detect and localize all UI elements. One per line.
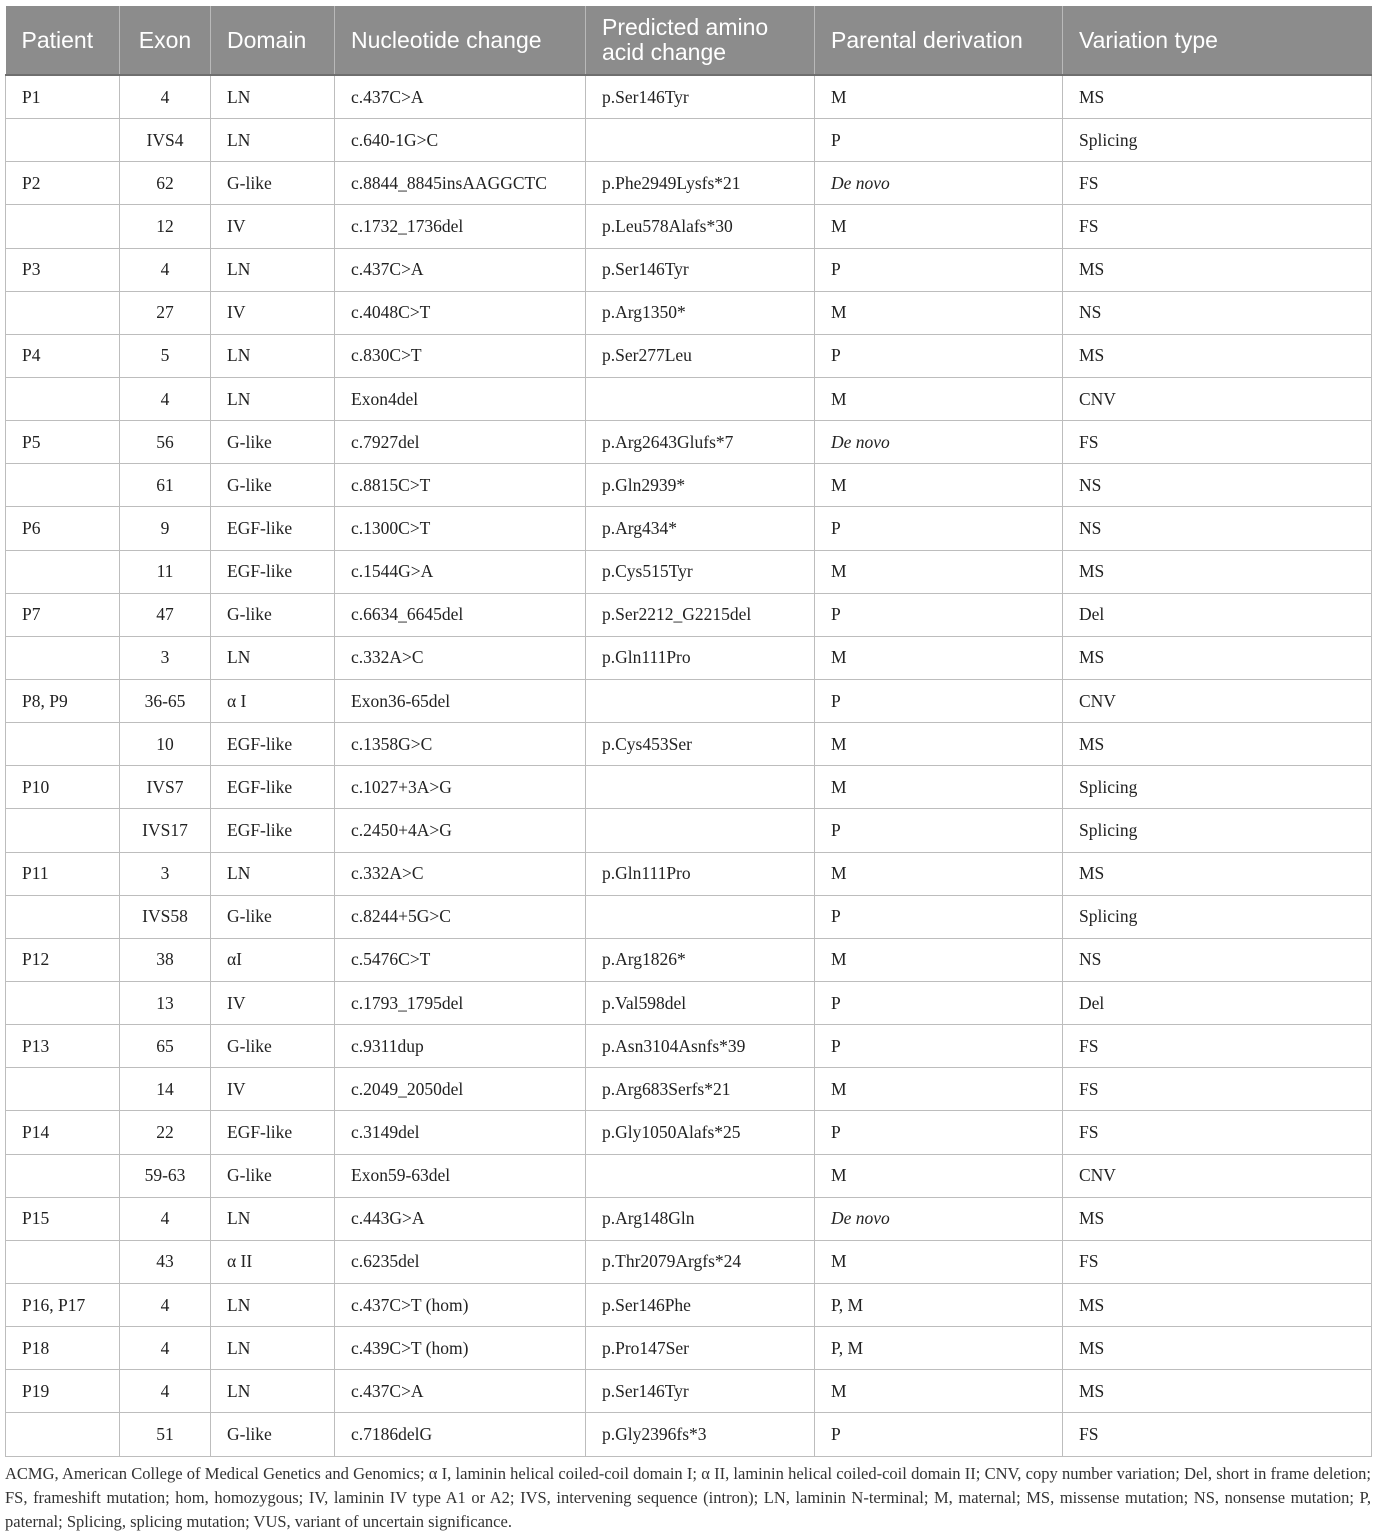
table-row xyxy=(6,1370,1372,1413)
table-row xyxy=(6,507,1372,550)
cell-patient: P11 xyxy=(6,852,120,895)
cell-parental-derivation: M xyxy=(815,377,1063,420)
cell-domain: LN xyxy=(211,377,335,420)
cell-nucleotide-change: c.332A>C xyxy=(335,852,586,895)
variants-table-container xyxy=(5,6,1371,1457)
cell-domain: α I xyxy=(211,679,335,722)
cell-amino-acid-change: p.Arg2643Glufs*7 xyxy=(586,421,815,464)
cell-patient xyxy=(6,550,120,593)
header-variation-type: Variation type xyxy=(1063,6,1372,75)
cell-variation-type: FS xyxy=(1063,1240,1372,1283)
cell-patient xyxy=(6,464,120,507)
cell-amino-acid-change: p.Ser277Leu xyxy=(586,334,815,377)
table-row xyxy=(6,895,1372,938)
table-row xyxy=(6,119,1372,162)
cell-patient xyxy=(6,895,120,938)
cell-exon: 3 xyxy=(120,636,211,679)
cell-parental-derivation: P xyxy=(815,248,1063,291)
cell-patient xyxy=(6,291,120,334)
cell-patient xyxy=(6,1068,120,1111)
table-row xyxy=(6,1197,1372,1240)
cell-amino-acid-change xyxy=(586,809,815,852)
cell-patient: P3 xyxy=(6,248,120,291)
header-patient: Patient xyxy=(6,6,120,75)
cell-domain: LN xyxy=(211,1283,335,1326)
cell-domain: LN xyxy=(211,1370,335,1413)
cell-exon: 10 xyxy=(120,723,211,766)
cell-exon: 22 xyxy=(120,1111,211,1154)
cell-parental-derivation: P xyxy=(815,679,1063,722)
cell-patient xyxy=(6,119,120,162)
cell-amino-acid-change: p.Cys515Tyr xyxy=(586,550,815,593)
cell-exon: 59-63 xyxy=(120,1154,211,1197)
cell-parental-derivation: M xyxy=(815,75,1063,119)
cell-amino-acid-change: p.Phe2949Lysfs*21 xyxy=(586,162,815,205)
cell-nucleotide-change: c.8815C>T xyxy=(335,464,586,507)
cell-amino-acid-change: p.Ser146Tyr xyxy=(586,1370,815,1413)
cell-variation-type: MS xyxy=(1063,723,1372,766)
cell-variation-type: Del xyxy=(1063,593,1372,636)
cell-domain: EGF-like xyxy=(211,766,335,809)
cell-amino-acid-change: p.Pro147Ser xyxy=(586,1327,815,1370)
cell-variation-type: Splicing xyxy=(1063,895,1372,938)
cell-domain: IV xyxy=(211,981,335,1024)
cell-variation-type: NS xyxy=(1063,507,1372,550)
table-row xyxy=(6,1111,1372,1154)
cell-nucleotide-change: c.5476C>T xyxy=(335,938,586,981)
cell-domain: LN xyxy=(211,1197,335,1240)
cell-patient xyxy=(6,1154,120,1197)
cell-amino-acid-change: p.Ser146Tyr xyxy=(586,75,815,119)
cell-amino-acid-change xyxy=(586,895,815,938)
cell-amino-acid-change: p.Thr2079Argfs*24 xyxy=(586,1240,815,1283)
cell-exon: 38 xyxy=(120,938,211,981)
cell-patient: P12 xyxy=(6,938,120,981)
cell-exon: 9 xyxy=(120,507,211,550)
cell-amino-acid-change: p.Ser146Phe xyxy=(586,1283,815,1326)
cell-patient xyxy=(6,809,120,852)
table-row xyxy=(6,550,1372,593)
table-row xyxy=(6,766,1372,809)
cell-parental-derivation: M xyxy=(815,1370,1063,1413)
cell-patient: P8, P9 xyxy=(6,679,120,722)
cell-domain: G-like xyxy=(211,1154,335,1197)
table-row xyxy=(6,421,1372,464)
cell-nucleotide-change: c.8244+5G>C xyxy=(335,895,586,938)
cell-variation-type: FS xyxy=(1063,1025,1372,1068)
cell-patient xyxy=(6,205,120,248)
cell-exon: 14 xyxy=(120,1068,211,1111)
cell-exon: 47 xyxy=(120,593,211,636)
cell-patient xyxy=(6,723,120,766)
cell-amino-acid-change: p.Ser2212_G2215del xyxy=(586,593,815,636)
cell-domain: α II xyxy=(211,1240,335,1283)
cell-patient: P7 xyxy=(6,593,120,636)
cell-exon: 4 xyxy=(120,248,211,291)
table-row xyxy=(6,1068,1372,1111)
table-row xyxy=(6,205,1372,248)
cell-exon: 3 xyxy=(120,852,211,895)
cell-variation-type: NS xyxy=(1063,464,1372,507)
cell-patient: P4 xyxy=(6,334,120,377)
cell-nucleotide-change: c.1732_1736del xyxy=(335,205,586,248)
cell-amino-acid-change: p.Arg434* xyxy=(586,507,815,550)
cell-amino-acid-change: p.Gly1050Alafs*25 xyxy=(586,1111,815,1154)
table-footnote: ACMG, American College of Medical Genetics and Genomics; α I, laminin helical coiled-coil domain I; α II, laminin helical coiled-coil domain II; CNV, copy number variation; Del, short in frame deletion; FS, frameshift mutation; hom, homozygous; IV, laminin IV type A1 or A2; IVS, intervening sequence (intron); LN, laminin N-terminal; M, maternal; MS, missense mutation; NS, nonsense mutation; P, paternal; Splicing, splicing mutation; VUS, variant of uncertain significance. xyxy=(5,1464,1371,1531)
cell-parental-derivation: P xyxy=(815,1413,1063,1456)
cell-amino-acid-change xyxy=(586,377,815,420)
cell-amino-acid-change: p.Cys453Ser xyxy=(586,723,815,766)
cell-patient: P13 xyxy=(6,1025,120,1068)
cell-patient: P6 xyxy=(6,507,120,550)
cell-exon: IVS7 xyxy=(120,766,211,809)
cell-variation-type: MS xyxy=(1063,550,1372,593)
cell-parental-derivation: P xyxy=(815,507,1063,550)
cell-amino-acid-change: p.Arg683Serfs*21 xyxy=(586,1068,815,1111)
cell-exon: 61 xyxy=(120,464,211,507)
cell-nucleotide-change: c.640-1G>C xyxy=(335,119,586,162)
cell-parental-derivation: M xyxy=(815,766,1063,809)
cell-nucleotide-change: c.9311dup xyxy=(335,1025,586,1068)
cell-exon: 56 xyxy=(120,421,211,464)
cell-variation-type: MS xyxy=(1063,334,1372,377)
cell-variation-type: FS xyxy=(1063,205,1372,248)
cell-nucleotide-change: c.6634_6645del xyxy=(335,593,586,636)
cell-parental-derivation: M xyxy=(815,464,1063,507)
header-parental-derivation: Parental derivation xyxy=(815,6,1063,75)
cell-parental-derivation: P xyxy=(815,334,1063,377)
cell-patient xyxy=(6,981,120,1024)
cell-domain: LN xyxy=(211,1327,335,1370)
cell-parental-derivation: P xyxy=(815,1111,1063,1154)
cell-domain: G-like xyxy=(211,593,335,636)
header-exon: Exon xyxy=(120,6,211,75)
cell-exon: IVS58 xyxy=(120,895,211,938)
cell-parental-derivation: P, M xyxy=(815,1283,1063,1326)
cell-patient: P2 xyxy=(6,162,120,205)
cell-amino-acid-change: p.Ser146Tyr xyxy=(586,248,815,291)
cell-patient: P16, P17 xyxy=(6,1283,120,1326)
cell-parental-derivation: M xyxy=(815,1240,1063,1283)
table-header-row xyxy=(6,6,1372,75)
cell-parental-derivation: De novo xyxy=(815,1197,1063,1240)
cell-nucleotide-change: c.1300C>T xyxy=(335,507,586,550)
cell-patient: P18 xyxy=(6,1327,120,1370)
cell-variation-type: MS xyxy=(1063,1327,1372,1370)
cell-parental-derivation: M xyxy=(815,550,1063,593)
cell-domain: G-like xyxy=(211,1025,335,1068)
cell-nucleotide-change: c.2049_2050del xyxy=(335,1068,586,1111)
cell-patient: P19 xyxy=(6,1370,120,1413)
cell-parental-derivation: M xyxy=(815,1154,1063,1197)
cell-patient: P5 xyxy=(6,421,120,464)
cell-parental-derivation: P xyxy=(815,981,1063,1024)
table-row xyxy=(6,1240,1372,1283)
table-row xyxy=(6,291,1372,334)
cell-patient xyxy=(6,1413,120,1456)
cell-variation-type: MS xyxy=(1063,75,1372,119)
cell-exon: 11 xyxy=(120,550,211,593)
cell-domain: IV xyxy=(211,205,335,248)
table-row xyxy=(6,723,1372,766)
cell-exon: 13 xyxy=(120,981,211,1024)
cell-variation-type: FS xyxy=(1063,421,1372,464)
cell-nucleotide-change: c.439C>T (hom) xyxy=(335,1327,586,1370)
cell-domain: LN xyxy=(211,248,335,291)
cell-parental-derivation: M xyxy=(815,636,1063,679)
cell-variation-type: MS xyxy=(1063,1283,1372,1326)
cell-domain: IV xyxy=(211,291,335,334)
cell-variation-type: NS xyxy=(1063,291,1372,334)
cell-domain: G-like xyxy=(211,895,335,938)
cell-exon: 51 xyxy=(120,1413,211,1456)
table-row xyxy=(6,1413,1372,1456)
table-row xyxy=(6,809,1372,852)
cell-exon: 62 xyxy=(120,162,211,205)
cell-amino-acid-change xyxy=(586,679,815,722)
cell-nucleotide-change: c.1027+3A>G xyxy=(335,766,586,809)
table-row xyxy=(6,1283,1372,1326)
cell-domain: EGF-like xyxy=(211,723,335,766)
cell-variation-type: FS xyxy=(1063,1068,1372,1111)
table-row xyxy=(6,248,1372,291)
cell-variation-type: CNV xyxy=(1063,1154,1372,1197)
cell-parental-derivation: M xyxy=(815,1068,1063,1111)
cell-exon: 12 xyxy=(120,205,211,248)
cell-nucleotide-change: Exon59-63del xyxy=(335,1154,586,1197)
cell-exon: 65 xyxy=(120,1025,211,1068)
cell-variation-type: FS xyxy=(1063,1111,1372,1154)
cell-variation-type: CNV xyxy=(1063,679,1372,722)
cell-nucleotide-change: c.437C>A xyxy=(335,75,586,119)
cell-nucleotide-change: c.443G>A xyxy=(335,1197,586,1240)
cell-amino-acid-change: p.Gln2939* xyxy=(586,464,815,507)
cell-exon: IVS17 xyxy=(120,809,211,852)
table-row xyxy=(6,377,1372,420)
cell-amino-acid-change: p.Gln111Pro xyxy=(586,636,815,679)
header-domain: Domain xyxy=(211,6,335,75)
cell-exon: 4 xyxy=(120,1327,211,1370)
cell-domain: LN xyxy=(211,334,335,377)
cell-exon: 43 xyxy=(120,1240,211,1283)
cell-domain: G-like xyxy=(211,421,335,464)
table-row xyxy=(6,679,1372,722)
cell-variation-type: CNV xyxy=(1063,377,1372,420)
cell-domain: LN xyxy=(211,119,335,162)
cell-nucleotide-change: c.2450+4A>G xyxy=(335,809,586,852)
table-row xyxy=(6,593,1372,636)
cell-domain: EGF-like xyxy=(211,1111,335,1154)
table-body xyxy=(6,75,1372,1456)
cell-parental-derivation: De novo xyxy=(815,162,1063,205)
table-row xyxy=(6,852,1372,895)
cell-variation-type: Splicing xyxy=(1063,809,1372,852)
cell-amino-acid-change: p.Asn3104Asnfs*39 xyxy=(586,1025,815,1068)
cell-parental-derivation: M xyxy=(815,205,1063,248)
table-row xyxy=(6,1025,1372,1068)
cell-variation-type: Del xyxy=(1063,981,1372,1024)
cell-exon: 4 xyxy=(120,1197,211,1240)
cell-parental-derivation: P xyxy=(815,593,1063,636)
cell-exon: 36-65 xyxy=(120,679,211,722)
cell-amino-acid-change: p.Leu578Alafs*30 xyxy=(586,205,815,248)
cell-parental-derivation: P xyxy=(815,1025,1063,1068)
cell-variation-type: FS xyxy=(1063,162,1372,205)
cell-nucleotide-change: c.7927del xyxy=(335,421,586,464)
cell-exon: IVS4 xyxy=(120,119,211,162)
cell-domain: IV xyxy=(211,1068,335,1111)
cell-patient: P15 xyxy=(6,1197,120,1240)
table-row xyxy=(6,1154,1372,1197)
cell-nucleotide-change: c.437C>T (hom) xyxy=(335,1283,586,1326)
cell-parental-derivation: M xyxy=(815,291,1063,334)
cell-domain: G-like xyxy=(211,1413,335,1456)
cell-domain: G-like xyxy=(211,162,335,205)
cell-domain: LN xyxy=(211,75,335,119)
cell-domain: EGF-like xyxy=(211,550,335,593)
cell-patient: P14 xyxy=(6,1111,120,1154)
cell-parental-derivation: M xyxy=(815,723,1063,766)
cell-variation-type: MS xyxy=(1063,636,1372,679)
cell-domain: αI xyxy=(211,938,335,981)
cell-amino-acid-change xyxy=(586,1154,815,1197)
cell-parental-derivation: De novo xyxy=(815,421,1063,464)
cell-patient: P10 xyxy=(6,766,120,809)
cell-variation-type: Splicing xyxy=(1063,766,1372,809)
cell-nucleotide-change: c.437C>A xyxy=(335,1370,586,1413)
cell-nucleotide-change: c.437C>A xyxy=(335,248,586,291)
cell-nucleotide-change: c.332A>C xyxy=(335,636,586,679)
cell-parental-derivation: P xyxy=(815,119,1063,162)
table-row xyxy=(6,938,1372,981)
cell-variation-type: FS xyxy=(1063,1413,1372,1456)
table-row xyxy=(6,75,1372,119)
cell-domain: EGF-like xyxy=(211,507,335,550)
cell-exon: 4 xyxy=(120,1283,211,1326)
cell-nucleotide-change: c.8844_8845insAAGGCTC xyxy=(335,162,586,205)
cell-variation-type: Splicing xyxy=(1063,119,1372,162)
cell-nucleotide-change: c.3149del xyxy=(335,1111,586,1154)
cell-variation-type: NS xyxy=(1063,938,1372,981)
cell-domain: LN xyxy=(211,852,335,895)
header-nucleotide-change: Nucleotide change xyxy=(335,6,586,75)
cell-exon: 4 xyxy=(120,1370,211,1413)
cell-exon: 5 xyxy=(120,334,211,377)
cell-exon: 4 xyxy=(120,75,211,119)
cell-nucleotide-change: c.830C>T xyxy=(335,334,586,377)
cell-amino-acid-change xyxy=(586,766,815,809)
cell-variation-type: MS xyxy=(1063,248,1372,291)
cell-variation-type: MS xyxy=(1063,1370,1372,1413)
table-row xyxy=(6,636,1372,679)
cell-amino-acid-change: p.Val598del xyxy=(586,981,815,1024)
table-row xyxy=(6,981,1372,1024)
table-row xyxy=(6,1327,1372,1370)
cell-patient xyxy=(6,636,120,679)
cell-parental-derivation: P xyxy=(815,809,1063,852)
cell-domain: G-like xyxy=(211,464,335,507)
cell-variation-type: MS xyxy=(1063,1197,1372,1240)
cell-nucleotide-change: c.7186delG xyxy=(335,1413,586,1456)
cell-nucleotide-change: c.1358G>C xyxy=(335,723,586,766)
cell-nucleotide-change: c.4048C>T xyxy=(335,291,586,334)
cell-exon: 27 xyxy=(120,291,211,334)
cell-parental-derivation: M xyxy=(815,938,1063,981)
cell-amino-acid-change: p.Gly2396fs*3 xyxy=(586,1413,815,1456)
cell-nucleotide-change: Exon4del xyxy=(335,377,586,420)
cell-exon: 4 xyxy=(120,377,211,420)
cell-patient xyxy=(6,1240,120,1283)
cell-nucleotide-change: c.1544G>A xyxy=(335,550,586,593)
cell-patient xyxy=(6,377,120,420)
cell-patient: P1 xyxy=(6,75,120,119)
cell-amino-acid-change xyxy=(586,119,815,162)
cell-amino-acid-change: p.Arg1826* xyxy=(586,938,815,981)
cell-nucleotide-change: c.6235del xyxy=(335,1240,586,1283)
cell-domain: EGF-like xyxy=(211,809,335,852)
table-row xyxy=(6,334,1372,377)
cell-domain: LN xyxy=(211,636,335,679)
variants-table xyxy=(5,6,1372,1457)
cell-variation-type: MS xyxy=(1063,852,1372,895)
cell-amino-acid-change: p.Arg148Gln xyxy=(586,1197,815,1240)
cell-amino-acid-change: p.Arg1350* xyxy=(586,291,815,334)
table-row xyxy=(6,464,1372,507)
cell-nucleotide-change: c.1793_1795del xyxy=(335,981,586,1024)
cell-amino-acid-change: p.Gln111Pro xyxy=(586,852,815,895)
header-amino-acid-change: Predicted amino acid change xyxy=(586,6,815,75)
cell-parental-derivation: P xyxy=(815,895,1063,938)
cell-nucleotide-change: Exon36-65del xyxy=(335,679,586,722)
table-row xyxy=(6,162,1372,205)
cell-parental-derivation: M xyxy=(815,852,1063,895)
cell-parental-derivation: P, M xyxy=(815,1327,1063,1370)
